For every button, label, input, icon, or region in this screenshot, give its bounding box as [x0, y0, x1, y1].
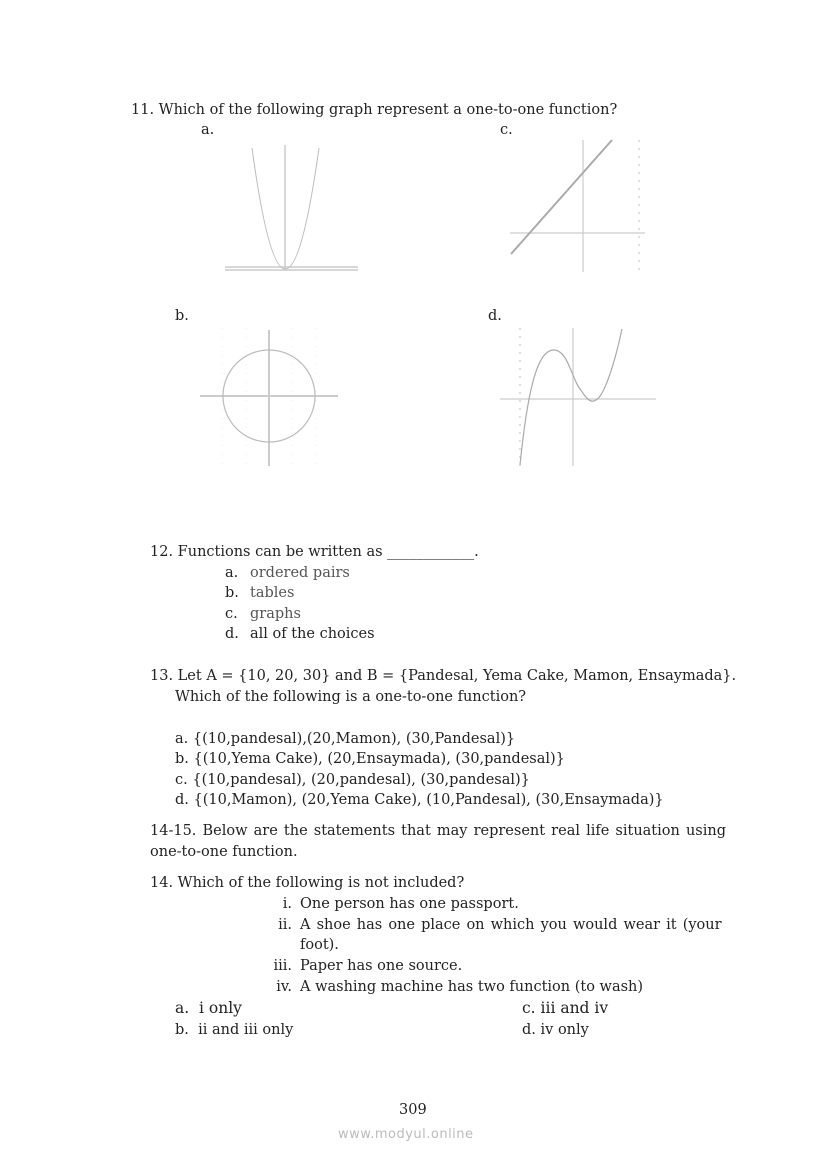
q13-line1: 13. Let A = {10, 20, 30} and B = {Pandesal, Yema Cake, Mamon, Ensaymada}. [150, 668, 737, 684]
q12-option-a-letter: a. [225, 565, 239, 581]
q11-label-c: c. [500, 122, 513, 138]
q12-option-c-letter: c. [225, 606, 238, 622]
q14-question: 14. Which of the following is not included? [150, 875, 465, 891]
q12-option-b-letter: b. [225, 585, 239, 601]
graph-a-parabola [222, 140, 362, 275]
q14-answer-d: d. iv only [522, 1022, 589, 1038]
q13-line2: Which of the following is a one-to-one function? [175, 689, 527, 705]
q14-item-2-cont: foot). [300, 937, 339, 953]
q13-option-c: c. {(10,pandesal), (20,pandesal), (30,pandesal)} [175, 772, 530, 788]
q14-item-3-text: Paper has one source. [300, 958, 463, 974]
q12-option-d-text: all of the choices [250, 626, 375, 642]
q13-option-b: b. {(10,Yema Cake), (20,Ensaymada), (30,pandesal)} [175, 751, 565, 767]
q12-option-a-text: ordered pairs [250, 565, 350, 581]
q11-question: 11. Which of the following graph represent a one-to-one function? [131, 102, 618, 118]
graph-d-cubic [498, 326, 658, 468]
q14-answer-a: a. i only [175, 999, 242, 1017]
q11-label-a: a. [201, 122, 215, 138]
q14-item-3-num: iii. [273, 958, 292, 974]
q12-option-d-letter: d. [225, 626, 239, 642]
q13-option-d: d. {(10,Mamon), (20,Yema Cake), (10,Pandesal), (30,Ensaymada)} [175, 792, 664, 808]
intro-line1: 14-15. Below are the statements that may represent real life situation using [150, 823, 726, 839]
graph-b-circle [198, 328, 342, 468]
q14-item-2-num: ii. [278, 917, 292, 933]
q12-option-c-text: graphs [250, 606, 301, 622]
q14-answer-c: c. iii and iv [522, 999, 609, 1017]
q14-answer-b: b. ii and iii only [175, 1022, 294, 1038]
intro-line2: one-to-one function. [150, 844, 298, 860]
page-number: 309 [399, 1102, 427, 1118]
q14-item-4-text: A washing machine has two function (to wash) [300, 979, 644, 995]
graph-c-line [507, 137, 649, 275]
q11-label-b: b. [175, 308, 189, 324]
q14-item-4-num: iv. [276, 979, 292, 995]
q14-item-1-text: One person has one passport. [300, 896, 519, 912]
watermark: www.modyul.online [338, 1127, 474, 1142]
q11-label-d: d. [488, 308, 502, 324]
q12-option-b-text: tables [250, 585, 295, 601]
q14-item-2-text: A shoe has one place on which you would wear it (your [300, 917, 722, 933]
q14-item-1-num: i. [282, 896, 292, 912]
q13-option-a: a. {(10,pandesal),(20,Mamon), (30,Pandesal)} [175, 731, 516, 747]
q12-question: 12. Functions can be written as ____________. [150, 544, 479, 560]
